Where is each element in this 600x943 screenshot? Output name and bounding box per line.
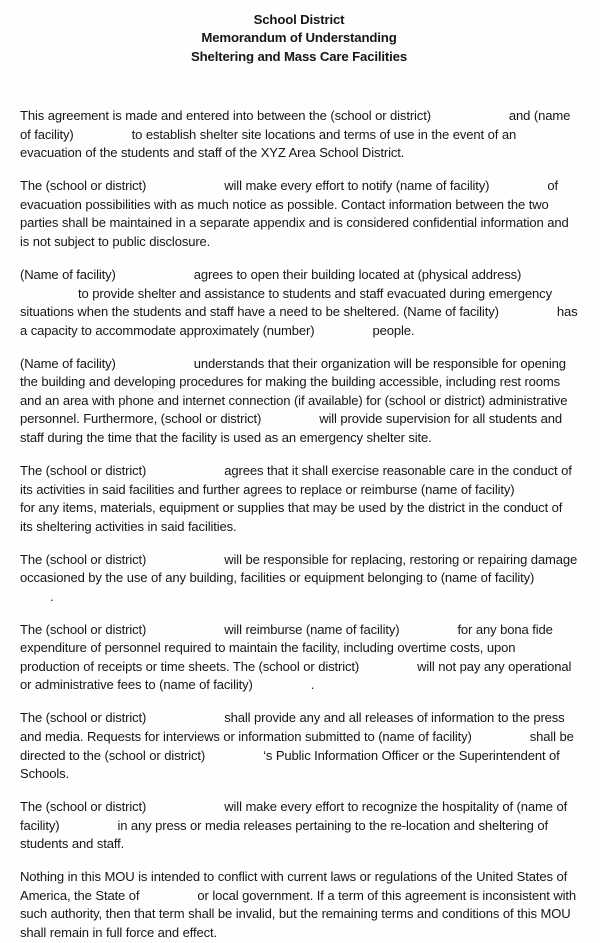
fill-blank xyxy=(205,747,263,766)
text-segment: This agreement is made and entered into between the (school or district) xyxy=(20,108,431,124)
paragraph-media-releases xyxy=(20,709,578,783)
fill-blank xyxy=(146,709,224,728)
fill-blank xyxy=(359,658,417,677)
text-segment: Nothing in this MOU is intended to conflict with current laws or regulations of the United States of America, the State of xyxy=(20,869,568,903)
text-segment: to provide shelter and assistance to students and staff evacuated during emergency situations when the students and staff have a need to be sheltered. (Name of facility) xyxy=(20,285,552,320)
fill-blank xyxy=(472,728,530,747)
text-segment: The (school or district) xyxy=(20,178,147,194)
text-segment: will make every effort to notify (name of facility) xyxy=(224,178,490,194)
text-segment: shall be directed to the (school or district) xyxy=(20,729,574,763)
document-body xyxy=(20,107,578,942)
paragraph-agreement-parties xyxy=(20,107,578,163)
text-segment: (Name of facility) xyxy=(20,355,116,371)
text-segment: agrees that it shall exercise reasonable care in the conduct of its activities in said facilities and further agrees to replace or reimburse (name of facility) xyxy=(20,462,572,497)
text-segment: for any items, materials, equipment or supplies that may be used by the district in the conduct of its sheltering activities in said facilities. xyxy=(20,500,563,534)
text-segment: in any press or media releases pertaining to the re-location and sheltering of students and staff. xyxy=(20,817,548,852)
text-segment: people. xyxy=(372,322,415,338)
title-line-3: Sheltering and Mass Care Facilities xyxy=(190,48,408,64)
text-segment: or local government. If a term of this agreement is inconsistent with such authority, then that term shall be invalid, but the remaining terms and conditions of this MOU shall remain in full force and effect. xyxy=(20,887,577,940)
paragraph-reasonable-care xyxy=(20,462,578,536)
title-line-1: School District xyxy=(253,12,345,27)
fill-blank xyxy=(146,798,224,817)
fill-blank xyxy=(489,177,547,196)
text-segment: The (school or district) xyxy=(20,551,147,567)
text-segment: of evacuation possibilities with as much notice as possible. Contact information between the two parties shall be maintained in a separate appendix and is considered confidential information and is not subject to public disclosure. xyxy=(20,178,569,249)
fill-blank xyxy=(253,676,311,695)
text-segment: will be responsible for replacing, restoring or repairing damage occasioned by the use of any building, facilities or equipment belonging to (name of facility) xyxy=(20,551,578,586)
fill-blank xyxy=(139,887,197,906)
fill-blank xyxy=(116,266,194,285)
fill-blank xyxy=(20,285,78,304)
paragraph-notification xyxy=(20,177,578,251)
paragraph-responsibilities xyxy=(20,355,578,448)
text-segment: . xyxy=(50,588,54,604)
fill-blank xyxy=(146,621,224,640)
text-segment: will provide supervision for all students and staff during the time that the facility is used as an emergency shelter site. xyxy=(20,411,562,445)
fill-blank xyxy=(314,322,372,341)
fill-blank xyxy=(146,177,224,196)
fill-blank xyxy=(431,107,509,126)
text-segment: agrees to open their building located at (physical address) xyxy=(193,267,522,283)
fill-blank xyxy=(399,621,457,640)
title-line-2: Memorandum of Understanding xyxy=(201,30,397,46)
paragraph-reimbursement xyxy=(20,621,578,695)
fill-blank xyxy=(146,462,224,481)
text-segment: shall provide any and all releases of information to the press and media. Requests for interviews or information submitted to (name of facility) xyxy=(20,710,565,745)
document-title xyxy=(20,9,578,66)
fill-blank xyxy=(499,303,557,322)
text-segment: understands that their organization will be responsible for opening the building and developing procedures for making the building accessible, including rest rooms and an area with phone and internet connection (if available) for (school or district) administrative personnel. Furthermore, (school or district) xyxy=(20,355,568,427)
fill-blank xyxy=(116,355,194,374)
paragraph-open-building xyxy=(20,266,578,340)
text-segment: and (name of facility) xyxy=(20,108,571,142)
text-segment: The (school or district) xyxy=(20,621,147,637)
text-segment: has a capacity to accommodate approximately (number) xyxy=(20,304,578,338)
text-segment: ‘s Public Information Officer or the Superintendent of Schools. xyxy=(20,747,560,782)
text-segment: . xyxy=(310,677,315,693)
paragraph-damage-repair xyxy=(20,551,578,607)
fill-blank xyxy=(514,481,572,500)
fill-blank xyxy=(146,551,224,570)
fill-blank xyxy=(59,817,117,836)
text-segment: will make every effort to recognize the hospitality of (name of facility) xyxy=(20,799,568,833)
text-segment: (Name of facility) xyxy=(20,267,116,283)
fill-blank xyxy=(261,410,319,429)
text-segment: for any bona fide expenditure of personnel required to maintain the facility, including overtime costs, upon production of receipts or time sheets. The (school or district) xyxy=(20,621,553,674)
paragraph-governing-law xyxy=(20,868,578,942)
text-segment: will reimburse (name of facility) xyxy=(224,621,400,637)
text-segment: will not pay any operational or administrative fees to (name of facility) xyxy=(20,658,572,693)
fill-blank xyxy=(74,126,132,145)
text-segment: to establish shelter site locations and terms of use in the event of an evacuation of the students and staff of the XYZ Area School District. xyxy=(20,126,517,161)
text-segment: The (school or district) xyxy=(20,462,147,478)
text-segment: The (school or district) xyxy=(20,710,147,726)
text-segment: The (school or district) xyxy=(20,799,147,815)
paragraph-recognize-hospitality xyxy=(20,798,578,854)
